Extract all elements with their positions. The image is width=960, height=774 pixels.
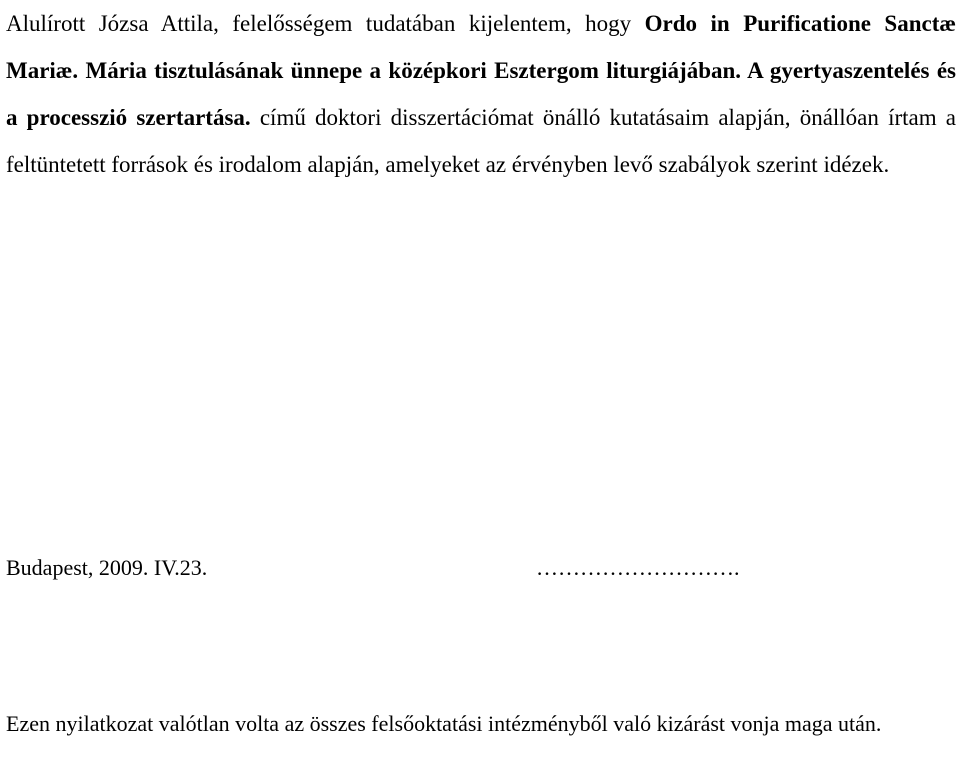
declaration-body: című doktori disszertációmat önálló kutatásaim alapján, önállóan írtam a feltüntetett források és irodalom alapján, amelyeket az érvényben levő szabályok szerint idézek. [6,105,956,177]
declaration-paragraph [6,0,956,188]
dissertation-title: Ordo in Purificatione Sanctæ Mariæ. Mária tisztulásának ünnepe a középkori Esztergom liturgiájában. A gyertyaszentelés és a processzió szertartása. [6,11,956,130]
signature-line [6,552,956,584]
place-and-date: Budapest, 2009. IV.23. [6,555,208,580]
warning-note: Ezen nyilatkozat valótlan volta az összes felsőoktatási intézményből való kizárást vonja maga után. [6,711,882,736]
signature-placeholder: ………………………. [536,555,740,580]
declaration-intro: Alulírott Józsa Attila, felelősségem tudatában kijelentem, hogy [6,11,632,36]
